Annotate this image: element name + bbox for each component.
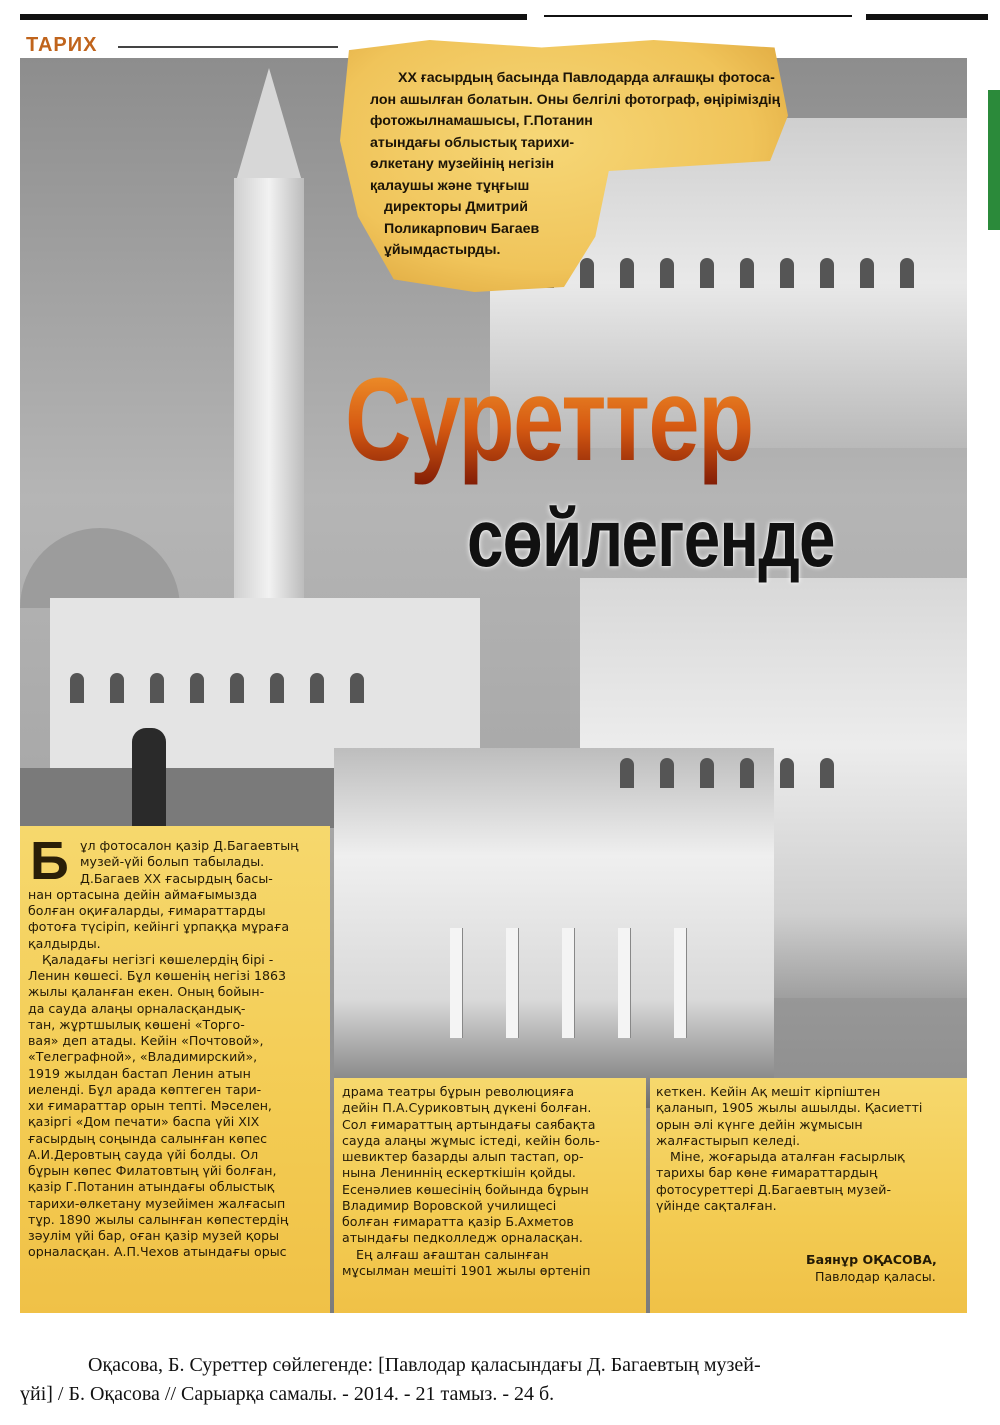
article-line: драма театры бұрын революцияға [342, 1084, 575, 1099]
article-line: шевиктер базарды алып тастап, ор- [342, 1149, 584, 1164]
article-line: Міне, жоғарыда аталған ғасырлық [670, 1149, 905, 1164]
article-line: жылы қаланған екен. Оның бойын- [28, 984, 265, 1000]
minaret [234, 178, 304, 618]
intro-line: ұйымдастырды. [384, 242, 501, 258]
intro-line: фотожылнамашысы, Г.Потанин [370, 113, 593, 129]
top-rule-right [866, 14, 988, 20]
article-line: нына Лениннің ескерткішін қойды. [342, 1165, 576, 1181]
article-line: тарихы бар көне ғимараттардың [656, 1165, 878, 1181]
photo-ground [20, 768, 340, 828]
building-columns [450, 928, 686, 1038]
article-line: мұсылман мешіті 1901 жылы өртеніп [342, 1262, 591, 1278]
article-line: нан ортасына дейін аймағымызда [28, 886, 258, 902]
article-line: ұл фотосалон қазір Д.Багаевтың [80, 838, 299, 853]
bibliographic-citation [20, 1351, 980, 1409]
article-line: жалғастырып келеді. [656, 1132, 801, 1148]
author-name: Баянұр ОҚАСОВА, [806, 1252, 937, 1267]
article-line: қалдырды. [28, 935, 101, 951]
article-column-1 [28, 838, 324, 1261]
article-line: 1919 жылдан бастап Ленин атын [28, 1065, 251, 1081]
article-line: бұрын көпес Филатовтың үйі болған, [28, 1163, 277, 1178]
section-tag-rule [118, 46, 338, 48]
article-line: тарихи-өлкетану музейімен жалғасып [28, 1195, 286, 1211]
article-line: болған оқиғаларды, ғимараттарды [28, 903, 266, 918]
headline-sub: сөйлегенде [467, 493, 835, 584]
article-line: тан, жұртшылық көшені «Торго- [28, 1016, 245, 1032]
section-tag: ТАРИХ [26, 34, 98, 56]
citation-line: үйі] / Б. Оқасова // Сарыарқа самалы. - 2014. - 21 тамыз. - 24 б. [20, 1383, 555, 1405]
article-column-3 [656, 1084, 956, 1214]
page-edge-strip [988, 90, 1000, 230]
article-line: Есенәлиев көшесінің бойында бұрын [342, 1181, 589, 1197]
article-line: фотосуреттері Д.Багаевтың музей- [656, 1181, 891, 1197]
article-column-2 [342, 1084, 640, 1279]
article-line: Д.Багаев XX ғасырдың басы- [80, 870, 273, 886]
intro-line: атындағы облыстық тарихи- [370, 134, 575, 151]
intro-line: лон ашылған болатын. Оны белгілі фотограф, өңіріміздің [370, 91, 781, 108]
author-city: Павлодар қаласы. [815, 1269, 936, 1284]
article-line: қазір Г.Потанин атындағы облыстық [28, 1179, 275, 1195]
article-line: зәулім үйі бар, оған қазір музей қоры [28, 1228, 280, 1243]
article-line: болған ғимаратта қазір Б.Ахметов [342, 1214, 574, 1229]
headline-main: Суреттер [345, 354, 753, 486]
article-line: қазіргі «Дом печати» баспа үйі XIX [28, 1114, 260, 1130]
article-line: да сауда алаңы орналасқандық- [28, 1000, 246, 1016]
article-line: орналасқан. А.П.Чехов атындағы орыс [28, 1244, 287, 1260]
article-line: фотоға түсіріп, кейінгі ұрпаққа мұраға [28, 919, 290, 935]
article-line: қаланып, 1905 жылы ашылды. Қасиетті [656, 1100, 923, 1116]
article-line: Сол ғимараттың артындағы саябақта [342, 1116, 596, 1132]
article-line: Ең алғаш ағаштан салынған [356, 1246, 549, 1262]
article-line: музей-үйі болып табылады. [80, 854, 265, 870]
citation-line: Оқасова, Б. Суреттер сөйлегенде: [Павлодар қаласындағы Д. Багаевтың музей- [88, 1354, 761, 1376]
article-line: ғасырдың соңында салынған көпес [28, 1130, 268, 1146]
article-line: атындағы педколледж орналасқан. [342, 1230, 583, 1246]
article-line: дейін П.А.Суриковтың дүкені болған. [342, 1100, 592, 1116]
article-line: үйінде сақталған. [656, 1197, 777, 1213]
article-line: А.И.Деровтың сауда үйі болды. Ол [28, 1146, 259, 1162]
intro-line: өлкетану музейінің негізін [370, 156, 555, 172]
article-line: вая» деп атады. Кейін «Почтовой», [28, 1033, 264, 1048]
article-line: иеленді. Бұл арада көптеген тари- [28, 1081, 262, 1097]
intro-line: қалаушы және тұңғыш [370, 177, 530, 194]
intro-text [370, 68, 890, 262]
article-line: орын әлі күнге дейін жұмысын [656, 1116, 863, 1132]
intro-line: Поликарпович Багаев [384, 220, 540, 237]
photo-person [132, 728, 166, 828]
article-line: хи ғимараттар орын тепті. Мәселен, [28, 1098, 272, 1113]
top-rule-left [20, 14, 527, 20]
top-rule-middle [544, 15, 852, 17]
intro-line: директоры Дмитрий [384, 199, 528, 215]
drop-cap: Б [30, 831, 69, 891]
street-building-windows [620, 758, 834, 788]
article-line: Владимир Воровской училищесі [342, 1197, 557, 1213]
mosque-windows [70, 673, 364, 703]
article-line: тұр. 1890 жылы салынған көпестердің [28, 1211, 289, 1227]
article-line: «Телеграфной», «Владимирский», [28, 1049, 258, 1065]
minaret-spire [234, 68, 304, 188]
article-line: Қаладағы негізгі көшелердің бірі - [42, 951, 274, 967]
intro-line: XX ғасырдың басында Павлодарда алғашқы фотоса- [398, 70, 775, 86]
article-line: кеткен. Кейін Ақ мешіт кірпіштен [656, 1084, 881, 1099]
article-line: сауда алаңы жұмыс істеді, кейін боль- [342, 1132, 600, 1148]
museum-windows [540, 258, 914, 288]
article-line: Ленин көшесі. Бұл көшенің негізі 1863 [28, 968, 287, 983]
